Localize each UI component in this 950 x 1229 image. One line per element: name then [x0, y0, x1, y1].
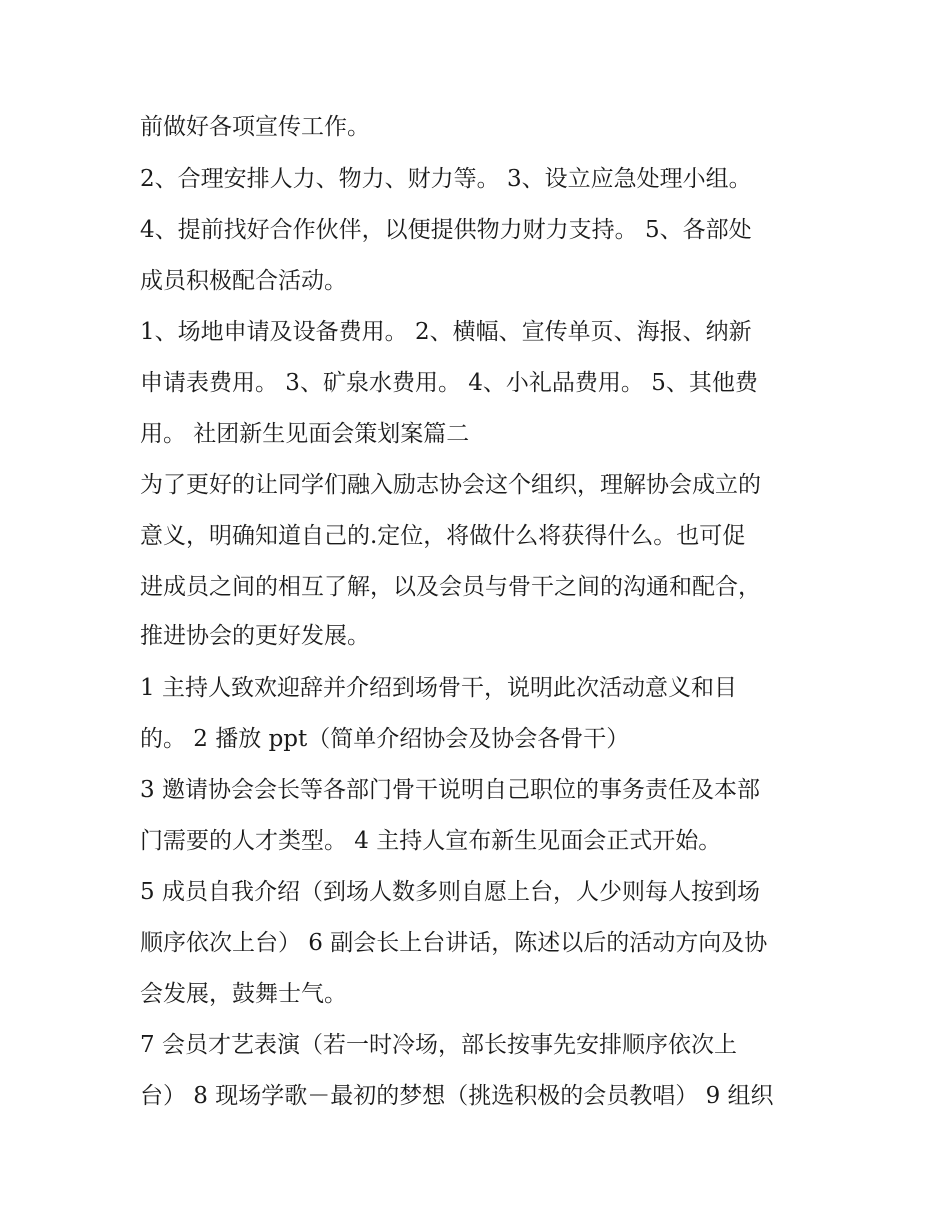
text-line: 1、场地申请及设备费用。 2、横幅、宣传单页、海报、纳新 [140, 319, 752, 345]
text-line: 会发展，鼓舞士气。 [140, 981, 347, 1007]
text-line: 2、合理安排人力、物力、财力等。 3、设立应急处理小组。 [140, 166, 752, 192]
text-line: 意义，明确知道自己的.定位，将做什么将获得什么。也可促 [140, 523, 746, 549]
text-line: 台） 8 现场学歌－最初的梦想（挑选积极的会员教唱） 9 组织 [140, 1083, 774, 1109]
text-line: 7 会员才艺表演（若一时冷场，部长按事先安排顺序依次上 [140, 1032, 737, 1058]
text-line: 顺序依次上台） 6 副会长上台讲话，陈述以后的活动方向及协 [140, 930, 768, 956]
text-line: 4、提前找好合作伙伴，以便提供物力财力支持。 5、各部处 [140, 217, 752, 243]
text-line: 推进协会的更好发展。 [140, 623, 370, 649]
text-line: 成员积极配合活动。 [140, 268, 347, 294]
text-line: 门需要的人才类型。 4 主持人宣布新生见面会正式开始。 [140, 828, 722, 854]
text-line: 的。 2 播放 ppt（简单介绍协会及协会各骨干） [140, 726, 630, 752]
text-line: 5 成员自我介绍（到场人数多则自愿上台，人少则每人按到场 [140, 879, 760, 905]
text-line: 申请表费用。 3、矿泉水费用。 4、小礼品费用。 5、其他费 [140, 370, 758, 396]
text-line: 用。 社团新生见面会策划案篇二 [140, 421, 470, 447]
text-line: 进成员之间的相互了解，以及会员与骨干之间的沟通和配合， [140, 574, 761, 600]
text-line: 为了更好的让同学们融入励志协会这个组织，理解协会成立的 [140, 472, 761, 498]
text-line: 前做好各项宣传工作。 [140, 114, 370, 140]
text-line: 3 邀请协会会长等各部门骨干说明自己职位的事务责任及本部 [140, 777, 760, 803]
text-line: 1 主持人致欢迎辞并介绍到场骨干，说明此次活动意义和目 [140, 675, 737, 701]
